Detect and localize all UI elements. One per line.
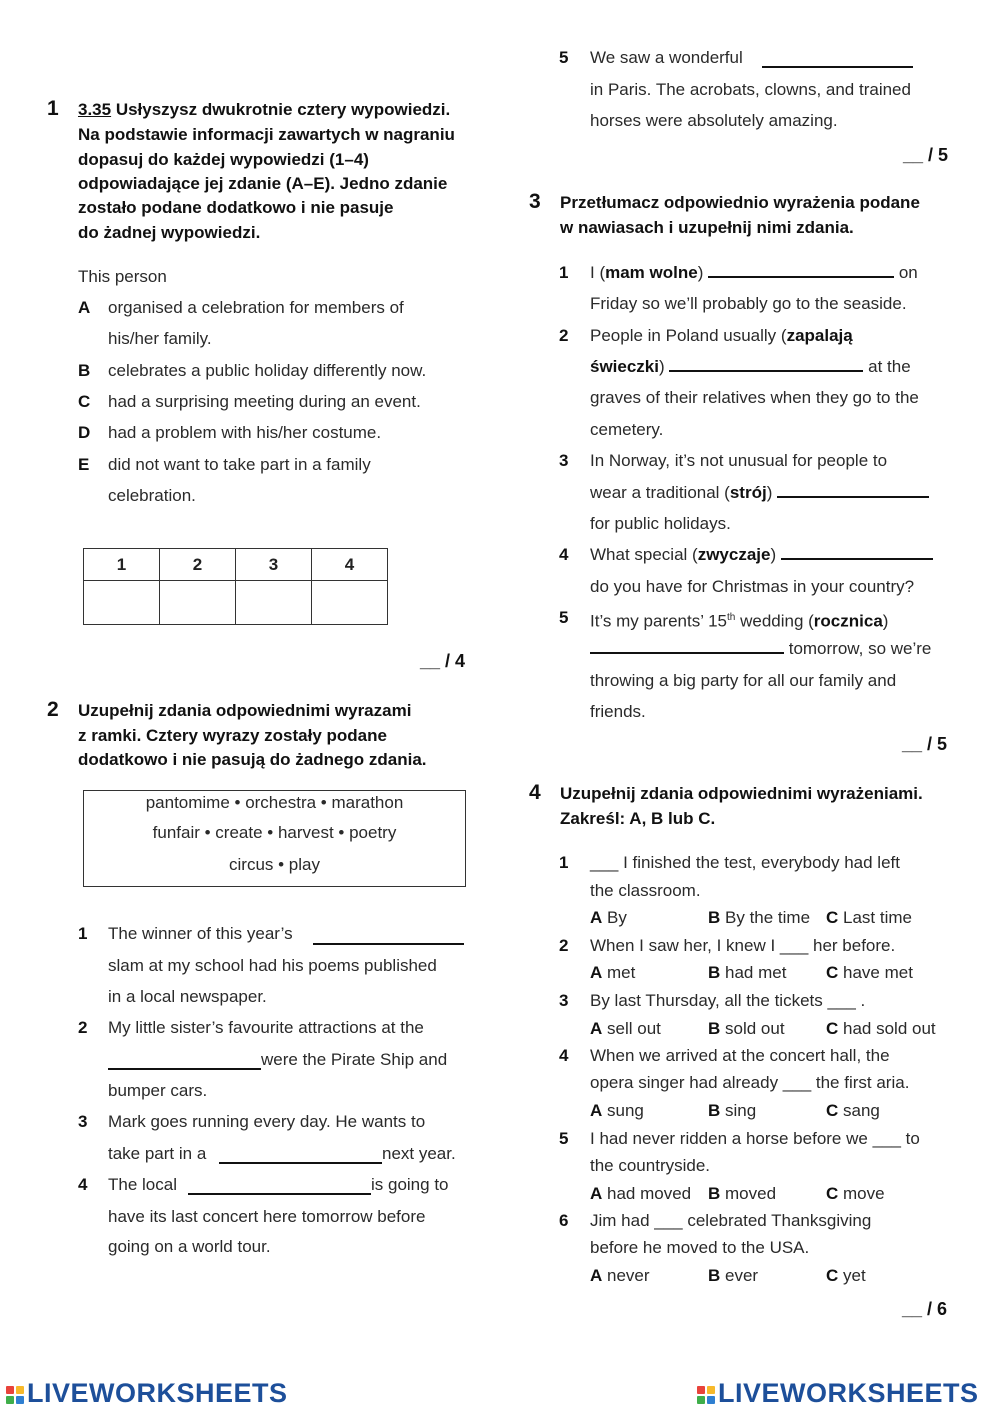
logo-square-red: [697, 1386, 705, 1394]
s4-item-1-question-line-2: the classroom.: [590, 881, 701, 900]
section-2-instruction-line-2: z ramki. Cztery wyrazy zostały podane: [78, 726, 387, 745]
s3-item-4-phrase: zwyczaje: [697, 545, 771, 564]
s3-item-1-phrase: mam wolne: [605, 263, 698, 282]
s3-item-2-line-3: graves of their relatives when they go to the: [590, 388, 919, 407]
s3-item-3-number: 3: [559, 451, 569, 470]
s2-item-5-line-1: We saw a wonderful: [590, 48, 743, 67]
s2-item-3-line-2a: take part in a: [108, 1144, 207, 1163]
section-2-instruction-line-3: dodatkowo i nie pasują do żadnego zdania.: [78, 750, 427, 769]
s3-item-5-phrase: rocznica: [813, 611, 883, 631]
word-box-line-3: circus • play: [229, 855, 320, 874]
s2-item-1-line-1: The winner of this year’s: [108, 924, 293, 943]
s3-item-3-line-2: wear a traditional (strój): [590, 483, 929, 503]
s3-item-3-blank[interactable]: [777, 496, 929, 498]
s4-item-3-number: 3: [559, 991, 569, 1010]
section-3-instruction-line-1: Przetłumacz odpowiednio wyrażenia podane: [560, 193, 920, 212]
s3-item-4-line-1: What special (zwyczaje): [590, 545, 933, 565]
s4-item-1-question-line-1: ___ I finished the test, everybody had left: [590, 853, 900, 872]
s3-item-5-line-1: It’s my parents’ 15th wedding (rocznica): [590, 611, 889, 631]
s2-item-4-blank[interactable]: [188, 1193, 371, 1195]
option-letter-b: B: [78, 361, 91, 380]
option-a-line-2: his/her family.: [108, 329, 212, 348]
s3-item-4-line-2: do you have for Christmas in your country?: [590, 577, 915, 596]
s3-item-2-phrase-part-2: świeczki: [590, 357, 659, 376]
s4-item-5-number: 5: [559, 1129, 569, 1148]
answer-cell-3[interactable]: [236, 581, 312, 625]
s3-item-2-blank[interactable]: [669, 370, 863, 372]
s2-item-5-blank[interactable]: [762, 66, 913, 68]
s2-item-1-line-2: slam at my school had his poems published: [108, 956, 437, 975]
s2-item-3-blank[interactable]: [219, 1162, 382, 1164]
s4-item-4-option-a[interactable]: A sung: [590, 1101, 644, 1120]
s4-item-6-question-line-2: before he moved to the USA.: [590, 1238, 810, 1257]
s3-item-1-blank[interactable]: [708, 276, 894, 278]
option-letter-e: E: [78, 455, 90, 474]
s3-item-2-phrase-part-1: zapalają: [786, 326, 853, 345]
s2-item-3-line-2b: next year.: [382, 1144, 456, 1163]
s2-item-4-line-1a: The local: [108, 1175, 177, 1194]
s4-item-5-question-line-2: the countryside.: [590, 1156, 711, 1175]
s4-item-4-question-line-2: opera singer had already ___ the first aria.: [590, 1073, 910, 1092]
word-box-line-2: funfair • create • harvest • poetry: [152, 823, 397, 842]
s2-item-3-number: 3: [78, 1112, 88, 1131]
s3-item-5-line-3: throwing a big party for all our family and: [590, 671, 897, 690]
s4-item-2-option-b[interactable]: B had met: [708, 963, 787, 982]
s2-item-1-number: 1: [78, 924, 88, 943]
s3-item-3-line-1: In Norway, it’s not unusual for people to: [590, 451, 888, 470]
section-4-instruction-line-2: Zakreśl: A, B lub C.: [560, 809, 716, 828]
s3-item-4-number: 4: [559, 545, 569, 564]
answer-table-header-1: 1: [84, 549, 160, 581]
s3-item-2-line-2: świeczki) at the: [590, 357, 911, 376]
logo-square-blue: [16, 1396, 24, 1404]
s3-item-2-line-4: cemetery.: [590, 420, 664, 439]
s4-item-6-option-a[interactable]: A never: [590, 1266, 650, 1285]
s2-item-1-line-3: in a local newspaper.: [108, 987, 267, 1006]
s4-item-4-option-c[interactable]: C sang: [826, 1101, 880, 1120]
option-letter-d: D: [78, 423, 91, 442]
logo-square-green: [697, 1396, 705, 1404]
s3-item-5-line-2: tomorrow, so we’re: [590, 639, 931, 659]
s3-item-2-number: 2: [559, 326, 569, 345]
word-box-line-1: pantomime • orchestra • marathon: [145, 793, 404, 812]
s3-item-1-number: 1: [559, 263, 569, 282]
s4-item-1-option-b[interactable]: B By the time: [708, 908, 811, 927]
s4-item-6-question-line-1: Jim had ___ celebrated Thanksgiving: [590, 1211, 872, 1230]
s4-item-5-option-b[interactable]: B moved: [708, 1184, 777, 1203]
s4-item-4-number: 4: [559, 1046, 569, 1065]
section-3-number: 3: [529, 190, 541, 213]
s4-item-3-question-line-1: By last Thursday, all the tickets ___ .: [590, 991, 866, 1010]
option-e-line-1: did not want to take part in a family: [108, 455, 371, 474]
s2-item-1-blank[interactable]: [313, 943, 464, 945]
logo-square-yellow: [16, 1386, 24, 1394]
s2-item-2-number: 2: [78, 1018, 88, 1037]
liveworksheets-logo-text: LIVEWORKSHEETS: [27, 1378, 288, 1408]
section-2-instruction-line-1: Uzupełnij zdania odpowiednimi wyrazami: [78, 701, 412, 720]
liveworksheets-logo-mark-icon: [697, 1386, 715, 1404]
s2-item-2-line-2: were the Pirate Ship and: [261, 1050, 448, 1069]
s2-item-5-line-3: horses were absolutely amazing.: [590, 111, 838, 130]
s3-item-5-number: 5: [559, 608, 569, 627]
section-3-score: __ / 5: [902, 734, 948, 754]
s4-item-2-option-c[interactable]: C have met: [826, 963, 913, 982]
s4-item-1-number: 1: [559, 853, 569, 872]
s4-item-5-option-a[interactable]: A had moved: [590, 1184, 692, 1203]
liveworksheets-logo-text: LIVEWORKSHEETS: [718, 1378, 979, 1408]
s3-item-5-blank[interactable]: [590, 652, 784, 654]
s4-item-1-option-a[interactable]: A By: [590, 908, 627, 927]
section-1-instruction-line-5: zostało podane dodatkowo i nie pasuje: [78, 198, 394, 217]
s4-item-3-option-b[interactable]: B sold out: [708, 1019, 785, 1038]
option-letter-c: C: [78, 392, 91, 411]
s4-item-6-number: 6: [559, 1211, 569, 1230]
s2-item-4-line-1b: is going to: [371, 1175, 449, 1194]
s4-item-1-option-c[interactable]: C Last time: [826, 908, 912, 927]
answer-table: [83, 548, 388, 625]
s4-item-4-question-line-1: When we arrived at the concert hall, the: [590, 1046, 890, 1065]
section-3-instruction-line-2: w nawiasach i uzupełnij nimi zdania.: [560, 218, 854, 237]
s2-item-2-line-1: My little sister’s favourite attractions at the: [108, 1018, 424, 1037]
s3-item-3-line-3: for public holidays.: [590, 514, 731, 533]
logo-square-red: [6, 1386, 14, 1394]
liveworksheets-logo-left[interactable]: [6, 1378, 288, 1409]
answer-table-header-2: 2: [160, 549, 236, 581]
section-1-number: 1: [47, 97, 59, 120]
option-letter-a: A: [78, 298, 91, 317]
answer-table-header-3: 3: [236, 549, 312, 581]
s2-item-4-line-3: going on a world tour.: [108, 1237, 271, 1256]
logo-square-blue: [707, 1396, 715, 1404]
s3-item-1-line-2: Friday so we’ll probably go to the seaside.: [590, 294, 907, 313]
option-a-line-1: organised a celebration for members of: [108, 298, 404, 317]
s2-item-2-line-3: bumper cars.: [108, 1081, 208, 1100]
s4-item-5-question-line-1: I had never ridden a horse before we ___ to: [590, 1129, 920, 1148]
section-1-instruction-line-4: odpowiadające jej zdanie (A–E). Jedno zdanie: [78, 174, 448, 193]
section-4-score: __ / 6: [902, 1299, 948, 1319]
s3-item-3-phrase: strój: [729, 483, 767, 502]
s2-item-5-number: 5: [559, 48, 569, 67]
answer-cell-1[interactable]: [84, 581, 160, 625]
s3-item-1-line-1: I (mam wolne) on: [590, 263, 918, 282]
audio-track-number: 3.35: [78, 100, 112, 119]
s4-item-6-option-b[interactable]: B ever: [708, 1266, 759, 1285]
section-1-score: __ / 4: [420, 651, 466, 671]
section-1-instruction-line-3: dopasuj do każdej wypowiedzi (1–4): [78, 150, 369, 169]
section-1-instruction-line-1: 3.35 Usłyszysz dwukrotnie cztery wypowiedzi.: [78, 100, 451, 119]
answer-cell-4[interactable]: [312, 581, 388, 625]
liveworksheets-logo-mark-icon: [6, 1386, 24, 1404]
logo-square-green: [6, 1396, 14, 1404]
s4-item-2-option-a[interactable]: A met: [590, 963, 636, 982]
s4-item-2-number: 2: [559, 936, 569, 955]
this-person-lead: This person: [78, 267, 167, 286]
s4-item-4-option-b[interactable]: B sing: [708, 1101, 757, 1120]
section-2-score: __ / 5: [903, 145, 949, 165]
section-1-instruction-line-6: do żadnej wypowiedzi.: [78, 223, 261, 242]
s2-item-4-line-2: have its last concert here tomorrow before: [108, 1207, 426, 1226]
section-4-number: 4: [529, 781, 541, 804]
word-box: [83, 790, 466, 887]
s4-item-6-option-c[interactable]: C yet: [826, 1266, 866, 1285]
logo-square-yellow: [707, 1386, 715, 1394]
s3-item-4-blank[interactable]: [781, 558, 933, 560]
s2-item-2-blank[interactable]: [108, 1068, 261, 1070]
answer-cell-2[interactable]: [160, 581, 236, 625]
section-4-instruction-line-1: Uzupełnij zdania odpowiednimi wyrażeniami.: [560, 784, 923, 803]
s3-item-2-line-1: People in Poland usually (zapalają: [590, 326, 853, 345]
liveworksheets-logo-right[interactable]: [697, 1378, 979, 1409]
s4-item-5-option-c[interactable]: C move: [826, 1184, 885, 1203]
option-b-line-1: celebrates a public holiday differently now.: [108, 361, 427, 380]
section-1-instruction-line-2: Na podstawie informacji zawartych w nagraniu: [78, 125, 455, 144]
answer-table-header-4: 4: [312, 549, 388, 581]
s4-item-3-option-c[interactable]: C had sold out: [826, 1019, 936, 1038]
s4-item-3-option-a[interactable]: A sell out: [590, 1019, 661, 1038]
section-2-number: 2: [47, 698, 59, 721]
option-c-line-1: had a surprising meeting during an event.: [108, 392, 421, 411]
s2-item-4-number: 4: [78, 1175, 88, 1194]
s3-item-5-line-4: friends.: [590, 702, 646, 721]
option-d-line-1: had a problem with his/her costume.: [108, 423, 382, 442]
s2-item-5-line-2: in Paris. The acrobats, clowns, and trained: [590, 80, 911, 99]
option-e-line-2: celebration.: [108, 486, 196, 505]
s4-item-2-question-line-1: When I saw her, I knew I ___ her before.: [590, 936, 896, 955]
s2-item-3-line-1: Mark goes running every day. He wants to: [108, 1112, 426, 1131]
